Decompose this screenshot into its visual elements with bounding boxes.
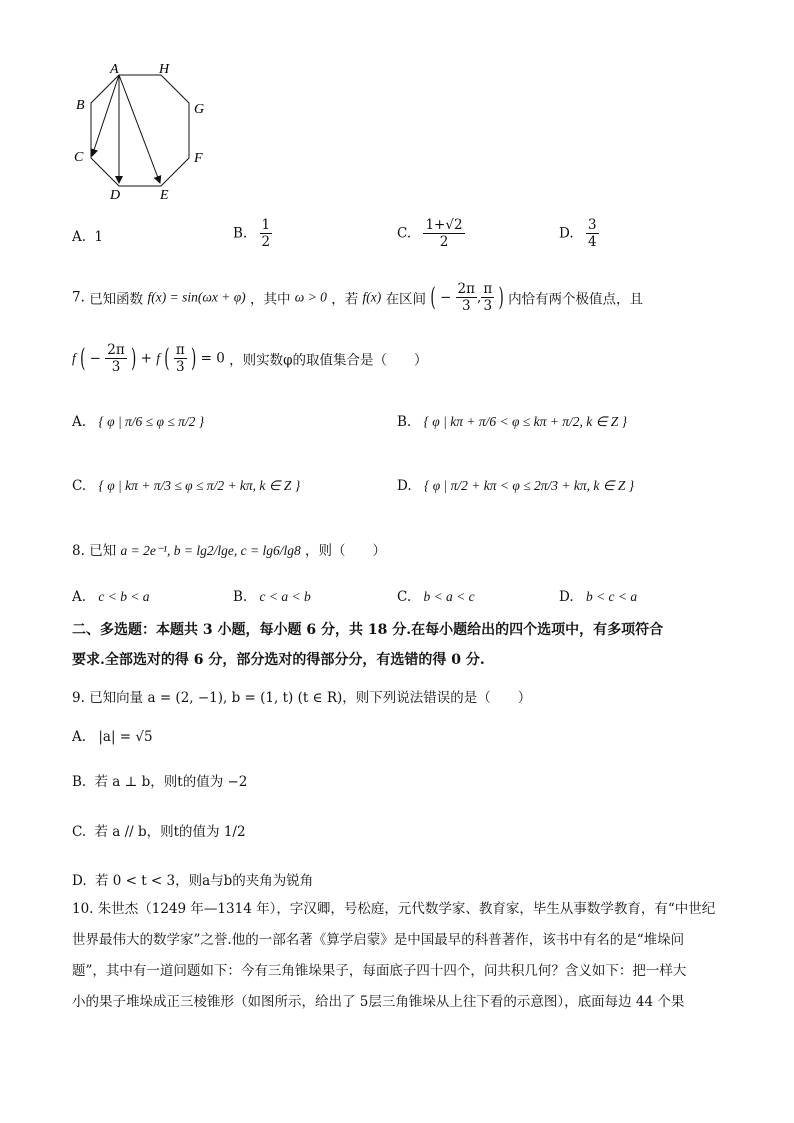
q6-fraction [423, 218, 464, 249]
denominator: 3 [111, 359, 121, 376]
option-value: { φ | π/6 ≤ φ ≤ π/2 } [98, 414, 205, 429]
option-letter: D. [397, 478, 412, 494]
paren-close: ) [191, 343, 197, 374]
label-c: C [74, 150, 84, 165]
q9-option-b[interactable] [72, 770, 247, 790]
arg-fraction [174, 343, 187, 374]
paren-open: ( [80, 343, 86, 374]
q10-line: 题”，其中有一道问题如下：今有三角锥垛果子，每面底子四十四个，问共积几何？含义如下：把一样大 [72, 963, 687, 979]
denominator: 3 [175, 359, 185, 376]
q8-option-b[interactable] [233, 589, 311, 605]
interval-open: ( [430, 282, 436, 313]
denominator: 3 [483, 298, 493, 315]
text: 已知函数 [89, 291, 144, 308]
text: 朱世杰（1249 年—1314 年），字汉卿，号松庭，元代数学家、教育家，毕生从事数学教育，有“中世纪 [97, 901, 716, 917]
q7-stem-line1 [72, 282, 643, 313]
q9-option-c[interactable] [72, 820, 246, 840]
vector-ac [92, 75, 119, 156]
label-h: H [159, 62, 170, 77]
option-letter: B. [72, 774, 87, 790]
numerator: 1+√2 [425, 217, 463, 233]
comma: , [477, 289, 482, 306]
q8-option-d[interactable] [559, 589, 637, 605]
condition: ω > 0 [294, 289, 327, 305]
option-value: b < a < c [423, 589, 475, 604]
text: ，其中 [249, 291, 291, 308]
numerator: 1 [261, 217, 271, 233]
arg-fraction [105, 343, 126, 374]
label-d: D [110, 188, 121, 203]
paren-open: ( [164, 343, 170, 374]
q9-stem [72, 686, 531, 706]
q6-option-d[interactable] [559, 218, 599, 249]
interval-close: ) [498, 282, 504, 313]
q6-fraction [260, 218, 273, 249]
question-number: 8. [72, 543, 85, 559]
option-value: { φ | π/2 + kπ < φ ≤ 2π/3 + kπ, k ∈ Z } [423, 478, 635, 493]
minus-sign: − [89, 350, 101, 367]
text: 在区间 [385, 291, 427, 308]
denominator: 2 [439, 234, 449, 251]
question-number: 9. [72, 690, 85, 706]
option-letter: B. [397, 414, 412, 430]
text: ，则（ ） [305, 543, 387, 559]
vector-ae [119, 75, 160, 183]
text: 已知 [89, 543, 117, 559]
option-value: b < c < a [585, 589, 638, 604]
section-heading-line: 要求.全部选对的得 6 分，部分选对的得部分分，有选错的得 0 分. [72, 652, 485, 668]
option-letter: A. [72, 589, 87, 605]
q6-option-letter: B. [233, 225, 248, 242]
option-value: 若 0 < t < 3，则a与b的夹角为锐角 [94, 873, 314, 889]
paren-close: ) [131, 343, 137, 374]
q6-option-letter: D. [559, 225, 574, 242]
section-heading-line: 二、多选题：本题共 3 小题，每小题 6 分，共 18 分.在每小题给出的四个选项中，有多项符合 [72, 622, 664, 638]
question-number: 7. [72, 289, 85, 306]
denominator: 2 [261, 234, 271, 251]
q6-option-a[interactable] [72, 229, 103, 245]
f-symbol: f [72, 350, 76, 366]
q6-option-letter: C. [397, 225, 412, 242]
option-letter: A. [72, 729, 87, 745]
minus-sign: − [439, 289, 452, 306]
q9-option-d[interactable] [72, 869, 313, 889]
f-symbol: f [156, 350, 160, 366]
option-letter: A. [72, 414, 87, 430]
option-letter: C. [397, 589, 412, 605]
q7-option-c[interactable] [72, 478, 300, 494]
q7-stem-line2 [72, 343, 428, 374]
q7-option-d[interactable] [397, 478, 634, 494]
q8-option-a[interactable] [72, 589, 150, 605]
denominator: 4 [587, 234, 597, 251]
plus-sign: + [140, 350, 152, 367]
option-value: { φ | kπ + π/3 ≤ φ ≤ π/2 + kπ, k ∈ Z } [98, 478, 301, 493]
option-value: |a| = √5 [98, 729, 153, 745]
text: ，则实数φ的取值集合是（ ） [229, 352, 428, 369]
text: 内恰有两个极值点，且 [508, 291, 644, 308]
q10-line: 小的果子堆垛成正三棱锥形（如图所示，给出了 5层三角锥垛从上往下看的示意图），底面每边 44 个果 [72, 994, 685, 1010]
option-letter: C. [72, 824, 87, 840]
section-heading [72, 619, 663, 669]
q6-option-value: 1 [94, 229, 103, 245]
option-letter: D. [72, 873, 87, 889]
q7-option-b[interactable] [397, 414, 627, 430]
numerator: 3 [587, 217, 597, 233]
q8-option-c[interactable] [397, 589, 475, 605]
denominator: 3 [461, 298, 471, 315]
q7-option-a[interactable] [72, 414, 204, 430]
interval-left [456, 282, 477, 313]
question-number: 10. [72, 901, 94, 917]
function-expression: f(x) = sin(ωx + φ) [147, 289, 246, 305]
octagon-figure [70, 58, 220, 206]
text: ，若 [331, 291, 359, 308]
q6-option-b[interactable] [233, 218, 272, 249]
option-letter: B. [233, 589, 248, 605]
label-a: A [110, 62, 119, 77]
numerator: 2π [457, 281, 476, 297]
label-g: G [194, 102, 205, 117]
q10-stem [72, 894, 724, 1018]
q6-option-letter: A. [72, 229, 87, 245]
option-value: c < b < a [98, 589, 150, 604]
option-value: c < a < b [259, 589, 311, 604]
option-letter: D. [559, 589, 574, 605]
numerator: 2π [107, 342, 125, 358]
equation-rhs: = 0 [200, 350, 225, 367]
option-letter: C. [72, 478, 87, 494]
q6-option-c[interactable] [397, 218, 465, 249]
q10-line: 世界最伟大的数学家”之誉.他的一部名著《算学启蒙》是中国最早的科普著作，该书中有名的是“堆垛问 [72, 932, 685, 948]
numerator: π [483, 281, 493, 297]
interval-right [481, 282, 494, 313]
q8-stem [72, 539, 386, 559]
q9-option-a[interactable] [72, 729, 153, 745]
label-f: F [194, 151, 203, 166]
expression: a = 2e⁻¹, b = lg2/lge, c = lg6/lg8 [120, 543, 301, 558]
option-value: 若 a // b，则t的值为 1/2 [94, 824, 246, 840]
q6-fraction [586, 218, 599, 249]
label-e: E [160, 188, 169, 203]
numerator: π [175, 342, 185, 358]
function-ref: f(x) [362, 289, 382, 305]
q10-line [72, 894, 724, 925]
option-value: 若 a ⊥ b，则t的值为 −2 [94, 774, 248, 790]
text: 已知向量 a = (2, −1), b = (1, t) (t ∈ R)，则下列说法错误的是（ ） [89, 690, 532, 706]
label-b: B [76, 98, 85, 113]
option-value: { φ | kπ + π/6 < φ ≤ kπ + π/2, k ∈ Z } [423, 414, 627, 429]
